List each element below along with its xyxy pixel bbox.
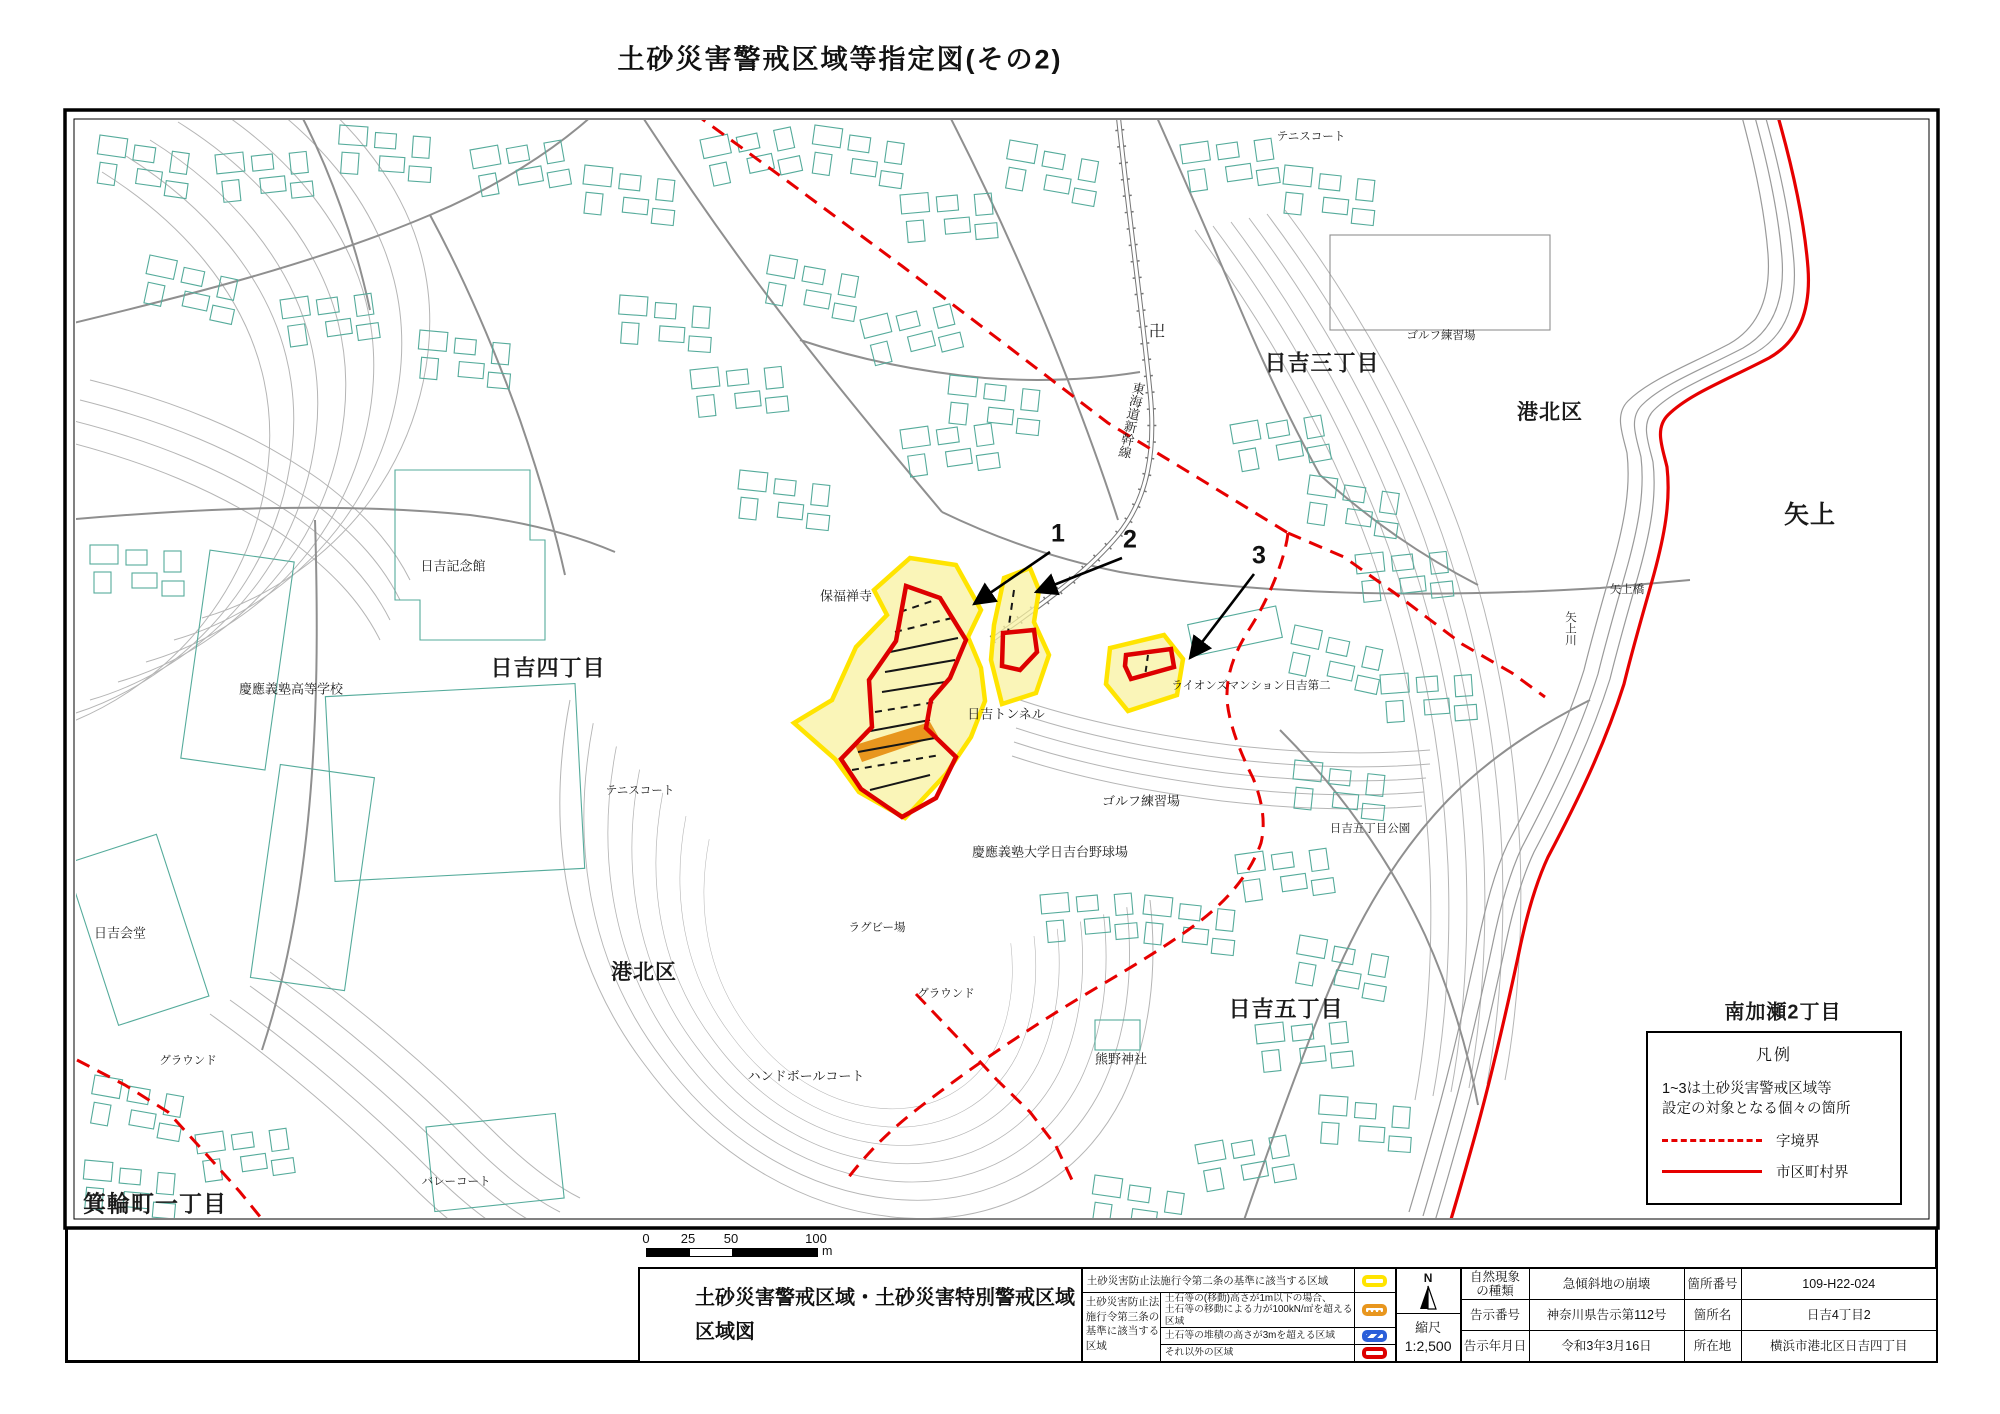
scale-bar-graphic [646,1248,818,1257]
legend-item-municipal-boundary [1662,1161,1900,1182]
map-label-volley-court: バレーコート [421,1176,491,1188]
map-label-tennis-court-ne: テニスコート [1276,131,1346,143]
scale-tick-100: 100 [805,1231,827,1246]
map-label-hiyoshi5-park: 日吉五丁目公園 [1329,823,1411,835]
legend-row-other-area: それ以外の区域 [1161,1345,1395,1361]
map-label-hiyoshi-tunnel: 日吉トンネル [967,706,1045,722]
zone-marker-2: 2 [1123,525,1137,554]
map-label-yagami: 矢上 [1783,501,1837,529]
aza-boundary-dashed [77,113,1545,1224]
legend-item-label: 字境界 [1776,1133,1820,1150]
red-dashed-line-sample [1662,1139,1762,1142]
map-sheet-title-line2: 区域図 [695,1321,755,1343]
legend-box [1646,1031,1902,1205]
map-label-rugby-field: ラグビー場 [848,922,906,934]
map-sheet-title [640,1269,1081,1361]
zone-marker-3: 3 [1252,541,1266,570]
red-solid-line-sample [1662,1170,1762,1173]
page-title: 土砂災害警戒区域等指定図(その2) [617,44,1063,75]
temple-manji-icon: 卍 [1148,323,1166,341]
legend-item-aza-boundary [1662,1130,1900,1151]
bottom-info-table [638,1267,1938,1363]
legend-note-line2: 設定の対象となる個々の箇所 [1662,1101,1851,1118]
map-label-kumano-shrine: 熊野神社 [1094,1051,1148,1067]
info-row-notice-date: 告示年月日 令和3年3月16日 所在地 横浜市港北区日吉四丁目 [1462,1331,1936,1361]
map-sheet-title-line1: 土砂災害警戒区域・土砂災害特別警戒区域 [695,1287,1075,1309]
map-label-kohoku-ku-ne: 港北区 [1517,401,1583,424]
map-label-minamikase-2chome: 南加瀬2丁目 [1724,1001,1842,1024]
map-label-tennis-court-w: テニスコート [605,785,675,797]
scale-bar [642,1231,846,1259]
map-label-ground-c: グラウンド [917,988,975,1000]
legend-note-line1: 1~3は土砂災害警戒区域等 [1662,1081,1832,1097]
map-label-golf-range-c: ゴルフ練習場 [1101,793,1181,809]
map-label-keio-baseball-field: 慶應義塾大学日吉台野球場 [971,844,1129,860]
map-scale [1397,1314,1460,1361]
zone-marker-1: 1 [1051,519,1065,548]
red-outline-swatch [1362,1347,1387,1359]
scale-tick-50: 50 [723,1231,739,1246]
blue-hatch-swatch [1362,1330,1387,1342]
zone-type-legend [1081,1269,1395,1361]
legend-title: 凡例 [1755,1047,1792,1064]
map-label-hiyoshi-5chome: 日吉五丁目 [1228,996,1344,1022]
orange-dots-swatch [1362,1304,1387,1316]
yellow-zone-swatch [1362,1275,1387,1287]
map-label-golf-range-ne: ゴルフ練習場 [1406,330,1476,342]
legend-group-article3: 土砂災害防止法 施行令第三条の 基準に該当する 区域 [1083,1293,1161,1361]
compass-n-label: N [1423,1271,1433,1285]
legend-row-deposit-height: 土石等の堆積の高さが3mを超える区域 [1161,1328,1395,1345]
map-label-hiyoshi-memorial-hall: 日吉記念館 [420,558,486,574]
info-row-phenomenon: 自然現象 の種類 急傾斜地の崩壊 箇所番号 109-H22-024 [1462,1269,1936,1300]
scale-tick-0: 0 [642,1231,650,1246]
map-label-ground-w: グラウンド [159,1055,217,1067]
legend-row-moving-force: 土石等の(移動)高さが1m以下の場合、 土石等の移動による力が100kN/㎡を超える区域 [1161,1293,1395,1328]
scale-tick-25: 25 [680,1231,696,1246]
map-label-kohoku-ku-sw: 港北区 [611,961,677,984]
map-label-hiyoshi-3chome: 日吉三丁目 [1264,350,1380,376]
legend-row-article2-label: 土砂災害防止法施行令第二条の基準に該当する区域 [1086,1275,1329,1287]
info-row-notice-number: 告示番号 神奈川県告示第112号 箇所名 日吉4丁目2 [1462,1300,1936,1331]
map-label-hofuku-zenji: 保福禅寺 [819,588,873,604]
legend-row-article2 [1083,1269,1395,1293]
map-label-keio-high-school: 慶應義塾高等学校 [238,681,344,697]
map-label-lions-mansion: ライオンズマンション日吉第二 [1171,680,1331,692]
north-compass [1397,1269,1460,1314]
map-label-yagami-bridge: 矢上橋 [1609,584,1645,596]
map-label-tokaido-shinkansen: 東海道新幹線 [1115,380,1147,460]
scale-label: 縮尺 [1415,1319,1442,1335]
map-label-minowa-1chome: 箕輪町一丁目 [83,1190,227,1217]
designation-info-table [1460,1269,1936,1361]
scale-value: 1:2,500 [1404,1337,1452,1354]
map-label-hiyoshi-kaido: 日吉会堂 [93,925,147,941]
map-label-handball-court: ハンドボールコート [747,1068,865,1084]
warning-zone-2-yellow [991,568,1049,704]
legend-item-label: 市区町村界 [1776,1164,1849,1181]
map-label-yagami-river: 矢上川 [1564,610,1576,646]
north-arrow-icon [1417,1285,1439,1311]
map-label-hiyoshi-4chome: 日吉四丁目 [490,655,606,681]
scale-unit: m [822,1244,833,1258]
